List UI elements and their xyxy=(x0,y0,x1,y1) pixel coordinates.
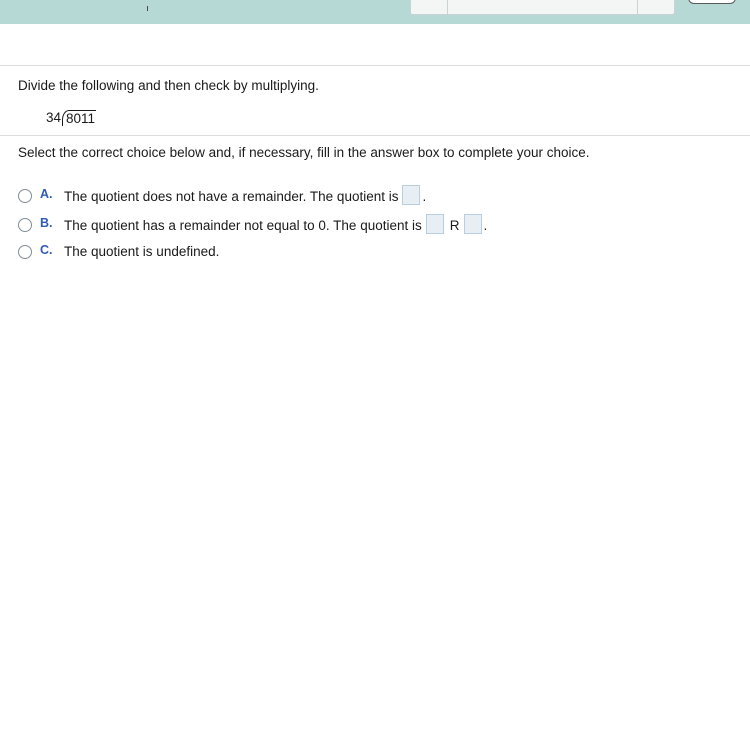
radio-button-a[interactable] xyxy=(18,189,32,203)
toolbar-control-group[interactable] xyxy=(410,0,675,15)
question-instruction: Divide the following and then check by multiplying. xyxy=(18,78,319,93)
quotient-answer-box-b[interactable] xyxy=(426,214,444,234)
quotient-answer-box-a[interactable] xyxy=(402,185,420,205)
section-divider xyxy=(0,65,750,66)
choice-a[interactable] xyxy=(18,186,426,206)
choice-a-text: The quotient does not have a remainder. The quotient is xyxy=(64,188,399,204)
toolbar-tick-mark xyxy=(147,6,148,11)
choice-a-suffix: . xyxy=(422,188,427,204)
choice-prompt: Select the correct choice below and, if necessary, fill in the answer box to complete your choice. xyxy=(18,145,590,160)
top-toolbar xyxy=(0,0,750,24)
choice-letter-c: C. xyxy=(40,242,53,257)
toolbar-separator xyxy=(447,0,448,14)
remainder-marker: R xyxy=(449,217,460,233)
choice-letter-b: B. xyxy=(40,216,53,230)
section-divider xyxy=(0,135,750,136)
divisor: 34 xyxy=(46,110,62,125)
radio-button-b[interactable] xyxy=(18,218,32,232)
long-division-expression xyxy=(46,110,96,126)
choice-c[interactable] xyxy=(18,244,219,259)
choice-letter-a: A. xyxy=(40,187,53,201)
toolbar-separator xyxy=(637,0,638,14)
choice-b[interactable] xyxy=(18,215,487,235)
toolbar-button[interactable] xyxy=(688,0,736,4)
choice-c-text: The quotient is undefined. xyxy=(64,244,220,259)
radio-button-c[interactable] xyxy=(18,245,32,259)
remainder-answer-box-b[interactable] xyxy=(464,214,482,234)
choice-b-text: The quotient has a remainder not equal to 0. The quotient is xyxy=(64,217,422,233)
dividend: 8011 xyxy=(62,110,96,126)
choice-b-suffix: . xyxy=(483,217,488,233)
